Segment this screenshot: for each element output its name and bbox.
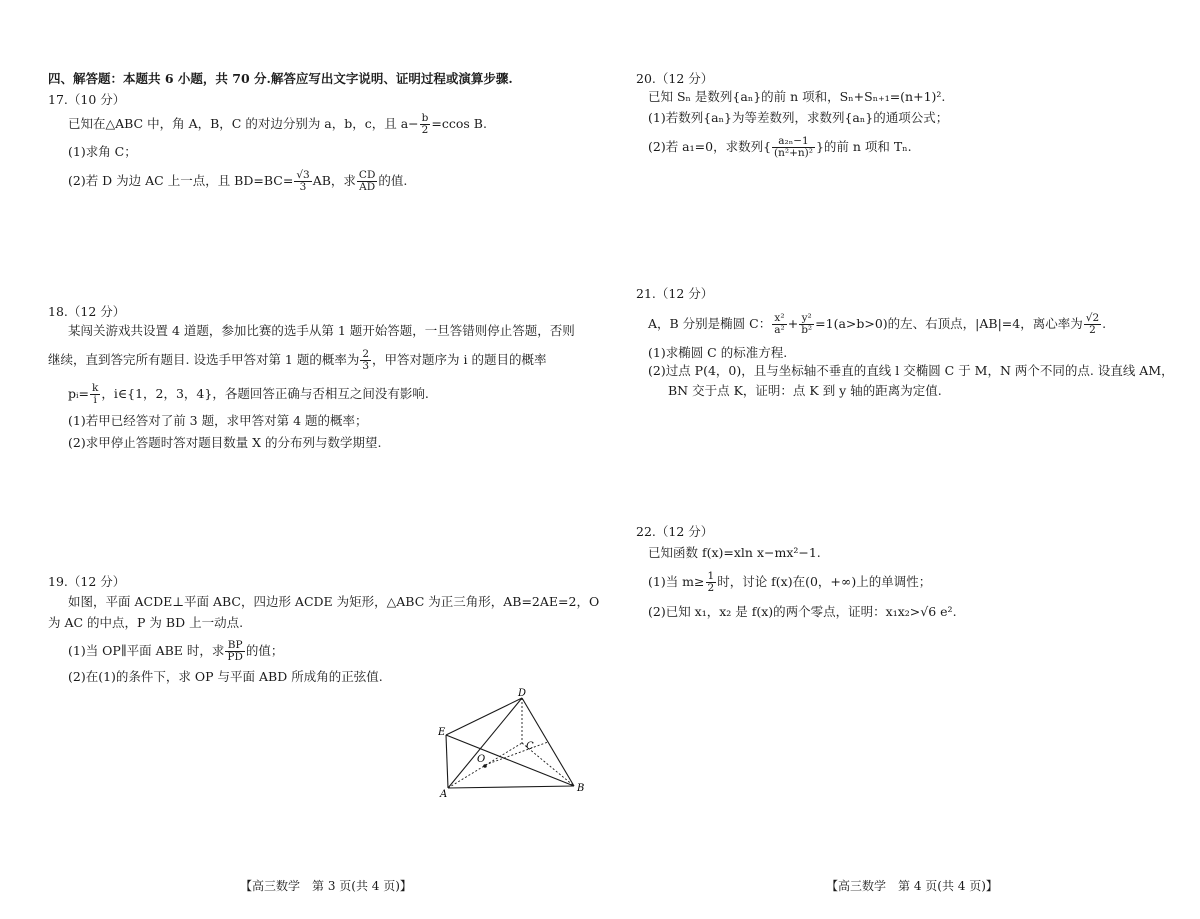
q22-p1-frac-den: 2 [707, 582, 715, 594]
q21-frac-y-den: b² [801, 324, 813, 336]
q21-frac-e [1084, 313, 1101, 336]
q20-p2-a: (2)若 a₁=0，求数列{ [648, 139, 772, 154]
q18-part-1: (1)若甲已经答对了前 3 题，求甲答对第 4 题的概率； [68, 413, 368, 428]
q22-part-1 [648, 571, 931, 594]
edge-DE [446, 698, 522, 735]
q17-stem-b: =ccos B. [431, 116, 487, 131]
q21-frac-x-den: a² [774, 324, 785, 336]
left-page [48, 0, 608, 919]
q17-p2-frac2-num: CD [358, 169, 376, 181]
q21-frac-x-num: x² [772, 313, 786, 325]
q21-l1-a: A，B 分别是椭圆 C： [648, 316, 772, 331]
q17-part-1: (1)求角 C； [68, 144, 137, 159]
q18-part-2: (2)求甲停止答题时答对题目数量 X 的分布列与数学期望. [68, 435, 382, 450]
q18-l2-frac-num: 2 [362, 348, 370, 360]
q19-line-1: 如图，平面 ACDE⊥平面 ABC，四边形 ACDE 为矩形，△ABC 为正三角形，AB=2AE=2，O [68, 594, 600, 609]
q17-p2-c: 的值. [378, 173, 408, 188]
label-E: E [438, 727, 446, 738]
q21-frac-e-num: √2 [1085, 312, 1100, 324]
q20-p2-frac-den: (n²+n)² [774, 147, 813, 159]
q20-part-1: (1)若数列{aₙ}为等差数列，求数列{aₙ}的通项公式； [648, 110, 949, 125]
footer-page-3: 【高三数学 第 3 页(共 4 页)】 [240, 879, 412, 893]
q19-p1-frac-den: PD [227, 651, 243, 663]
q17-part-2 [68, 170, 407, 193]
q22-p1-b: 时，讨论 f(x)在(0，+∞)上的单调性； [717, 574, 932, 589]
q21-part-2-line-2: BN 交于点 K，证明：点 K 到 y 轴的距离为定值. [668, 383, 942, 398]
q20-p2-fraction [772, 136, 815, 159]
q17-p2-b: AB，求 [312, 173, 356, 188]
q18-l2-fraction [360, 349, 371, 372]
footer-page-4: 【高三数学 第 4 页(共 4 页)】 [826, 879, 998, 893]
q19-p1-b: 的值； [245, 643, 284, 658]
q17-p2-fraction [294, 170, 311, 193]
q17-p2-frac-den: 3 [299, 181, 307, 193]
geometry-figure [438, 685, 598, 800]
q17-number: 17.（10 分） [48, 92, 126, 107]
q17-stem-frac-den: 2 [421, 124, 429, 136]
q21-part-1: (1)求椭圆 C 的标准方程. [648, 345, 788, 360]
q18-line-1: 某闯关游戏共设置 4 道题，参加比赛的选手从第 1 题开始答题，一旦答错则停止答题，否则 [68, 323, 575, 338]
q19-p1-a: (1)当 OP∥平面 ABE 时，求 [68, 643, 225, 658]
q17-stem [68, 113, 487, 136]
q21-part-2-line-1: (2)过点 P(4，0)，且与坐标轴不垂直的直线 l 交椭圆 C 于 M，N 两个不同的点. 设直线 AM， [648, 363, 1174, 378]
q22-p1-frac-num: 1 [707, 570, 715, 582]
q21-l1-b: =1(a>b>0)的左、右顶点，|AB|=4，离心率为 [815, 316, 1083, 331]
q19-p1-frac-num: BP [225, 640, 244, 652]
q20-line-1: 已知 Sₙ 是数列{aₙ}的前 n 项和，Sₙ+Sₙ₊₁=(n+1)². [648, 89, 946, 104]
edge-EB [446, 735, 574, 786]
q21-line-1 [648, 313, 1106, 336]
q18-l2-a: 继续，直到答完所有题目. 设选手甲答对第 1 题的概率为 [48, 352, 360, 367]
q18-l3-fraction [90, 383, 100, 406]
q20-p2-b: }的前 n 项和 Tₙ. [815, 139, 912, 154]
q21-frac-y-num: y² [799, 313, 814, 325]
q17-p2-frac2-den: AD [359, 181, 376, 193]
q22-number: 22.（12 分） [636, 524, 714, 539]
q19-part-2: (2)在(1)的条件下，求 OP 与平面 ABD 所成角的正弦值. [68, 669, 383, 684]
q18-line-2 [48, 349, 547, 372]
right-page [636, 0, 1196, 919]
q18-line-3 [68, 383, 429, 406]
q21-plus: + [787, 316, 799, 331]
q21-frac-e-den: 2 [1089, 324, 1096, 336]
q22-part-2: (2)已知 x₁，x₂ 是 f(x)的两个零点，证明：x₁x₂>√6 e². [648, 604, 957, 619]
label-C: C [526, 741, 534, 752]
q18-l3-frac-den: i [93, 394, 97, 406]
q22-p1-fraction [706, 571, 717, 594]
q19-number: 19.（12 分） [48, 574, 126, 589]
q19-line-2: 为 AC 的中点，P 为 BD 上一动点. [48, 615, 244, 630]
q20-p2-frac-num: a₂ₙ−1 [772, 136, 815, 148]
q19-p1-fraction [225, 640, 244, 663]
q17-stem-fraction [420, 113, 431, 136]
q19-part-1 [68, 640, 283, 663]
q22-p1-a: (1)当 m≥ [648, 574, 705, 589]
label-D: D [518, 688, 527, 699]
q17-stem-frac-num: b [421, 112, 429, 124]
label-O: O [477, 754, 486, 765]
q21-l1-c: . [1102, 316, 1107, 331]
q21-number: 21.（12 分） [636, 286, 714, 301]
edge-DA [448, 698, 522, 788]
q21-frac-x [772, 313, 786, 336]
q20-part-2 [648, 136, 912, 159]
q18-l3-a: pᵢ= [68, 386, 89, 401]
q17-p2-a: (2)若 D 为边 AC 上一点，且 BD=BC= [68, 173, 294, 188]
q18-l3-frac-num: k [92, 382, 99, 394]
q17-stem-a: 已知在△ABC 中，角 A，B，C 的对边分别为 a，b，c，且 a− [68, 116, 419, 131]
q18-l2-b: ，甲答对题序为 i 的题目的概率 [372, 352, 547, 367]
q17-p2-frac-num: √3 [296, 169, 310, 181]
label-B: B [577, 783, 585, 794]
label-A: A [440, 789, 448, 800]
q21-frac-y [799, 313, 814, 336]
section-header: 四、解答题：本题共 6 小题，共 70 分.解答应写出文字说明、证明过程或演算步骤. [48, 71, 513, 86]
q18-l3-b: ，i∈{1，2，3，4}，各题回答正确与否相互之间没有影响. [101, 386, 429, 401]
edge-AB [448, 786, 574, 788]
segment-OP [485, 742, 548, 765]
q18-number: 18.（12 分） [48, 304, 126, 319]
q17-p2-fraction-2 [357, 170, 377, 193]
q22-line-1: 已知函数 f(x)=xln x−mx²−1. [648, 545, 821, 560]
edge-EA [446, 735, 448, 788]
q18-l2-frac-den: 3 [362, 360, 370, 372]
q20-number: 20.（12 分） [636, 71, 714, 86]
